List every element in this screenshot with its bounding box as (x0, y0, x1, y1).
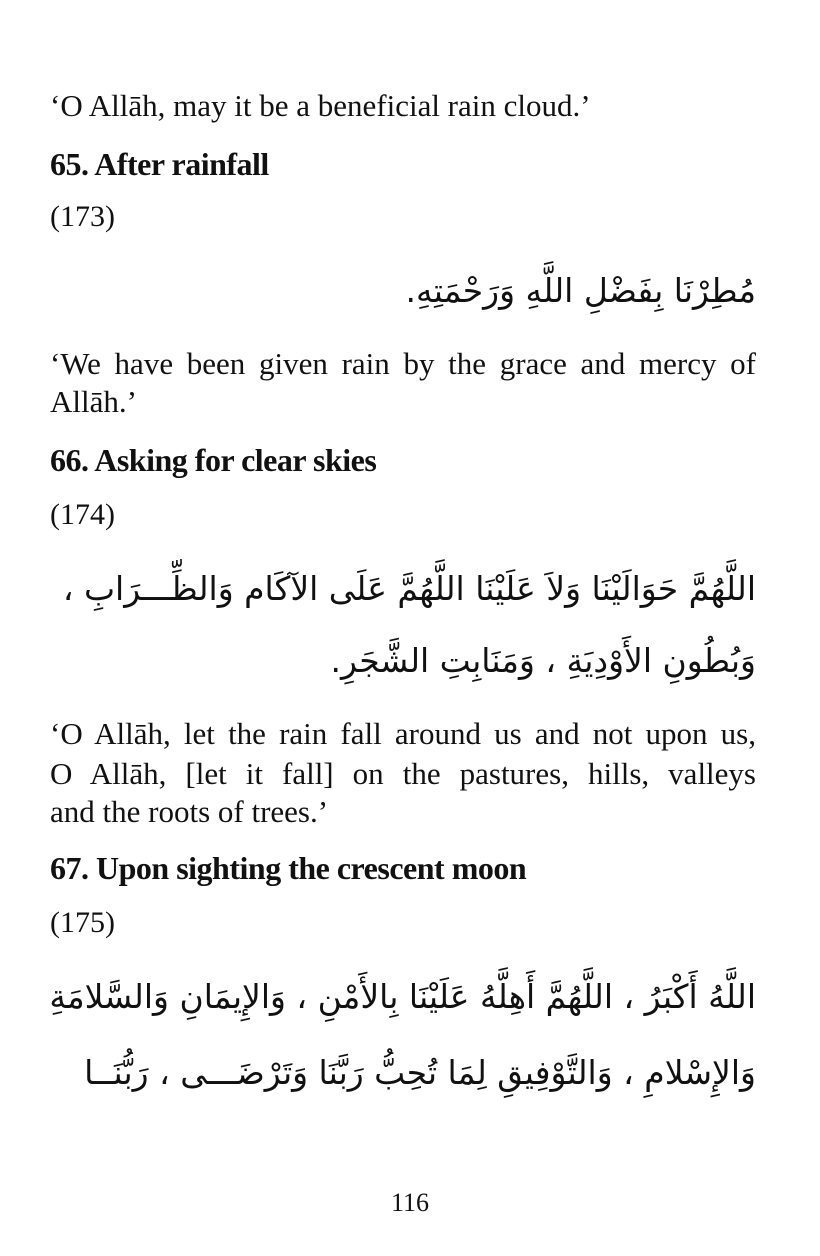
page-number: 116 (390, 1188, 430, 1217)
section-heading-66: 66. Asking for clear skies (50, 442, 377, 478)
translation-173-line-2: Allāh.’ (50, 384, 137, 419)
hadith-reference-175: (175) (50, 906, 115, 939)
hadith-reference-173: (173) (50, 200, 115, 233)
arabic-text-174-line-2: وَبُطُونِ الأَوْدِيَةِ ، وَمَنَابِتِ الشَّجَرِ. (330, 641, 756, 680)
translation-174-line-1: ‘O Allāh, let the rain fall around us and not upon us, (50, 716, 756, 751)
translation-174-line-2: O Allāh, [let it fall] on the pastures, hills, valleys (50, 756, 756, 791)
arabic-text-174-line-1: اللَّهُمَّ حَوَالَيْنَا وَلاَ عَلَيْنَا اللَّهُمَّ عَلَى الآكَام وَالظِّـــرَابِ ، (62, 569, 756, 608)
previous-translation: ‘O Allāh, may it be a beneficial rain cloud.’ (50, 88, 591, 123)
arabic-text-175-line-2: وَالإِسْلامِ ، وَالتَّوْفِيقِ لِمَا تُحِبُّ رَبَّنَا وَتَرْضَـــى ، رَبُّنَــا (84, 1053, 756, 1092)
book-page (50, 0, 756, 1256)
hadith-reference-174: (174) (50, 498, 115, 531)
arabic-text-173-line-1: مُطِرْنَا بِفَضْلِ اللَّهِ وَرَحْمَتِهِ. (405, 271, 756, 310)
section-heading-65: 65. After rainfall (50, 146, 269, 182)
section-heading-67: 67. Upon sighting the crescent moon (50, 850, 527, 886)
translation-173-line-1: ‘We have been given rain by the grace and mercy of (50, 346, 756, 381)
translation-174-line-3: and the roots of trees.’ (50, 794, 329, 829)
arabic-text-175-line-1: اللَّهُ أَكْبَرُ ، اللَّهُمَّ أَهِلَّهُ عَلَيْنَا بِالأَمْنِ ، وَالإِيمَانِ وَالسَّلامَةِ (49, 977, 756, 1016)
